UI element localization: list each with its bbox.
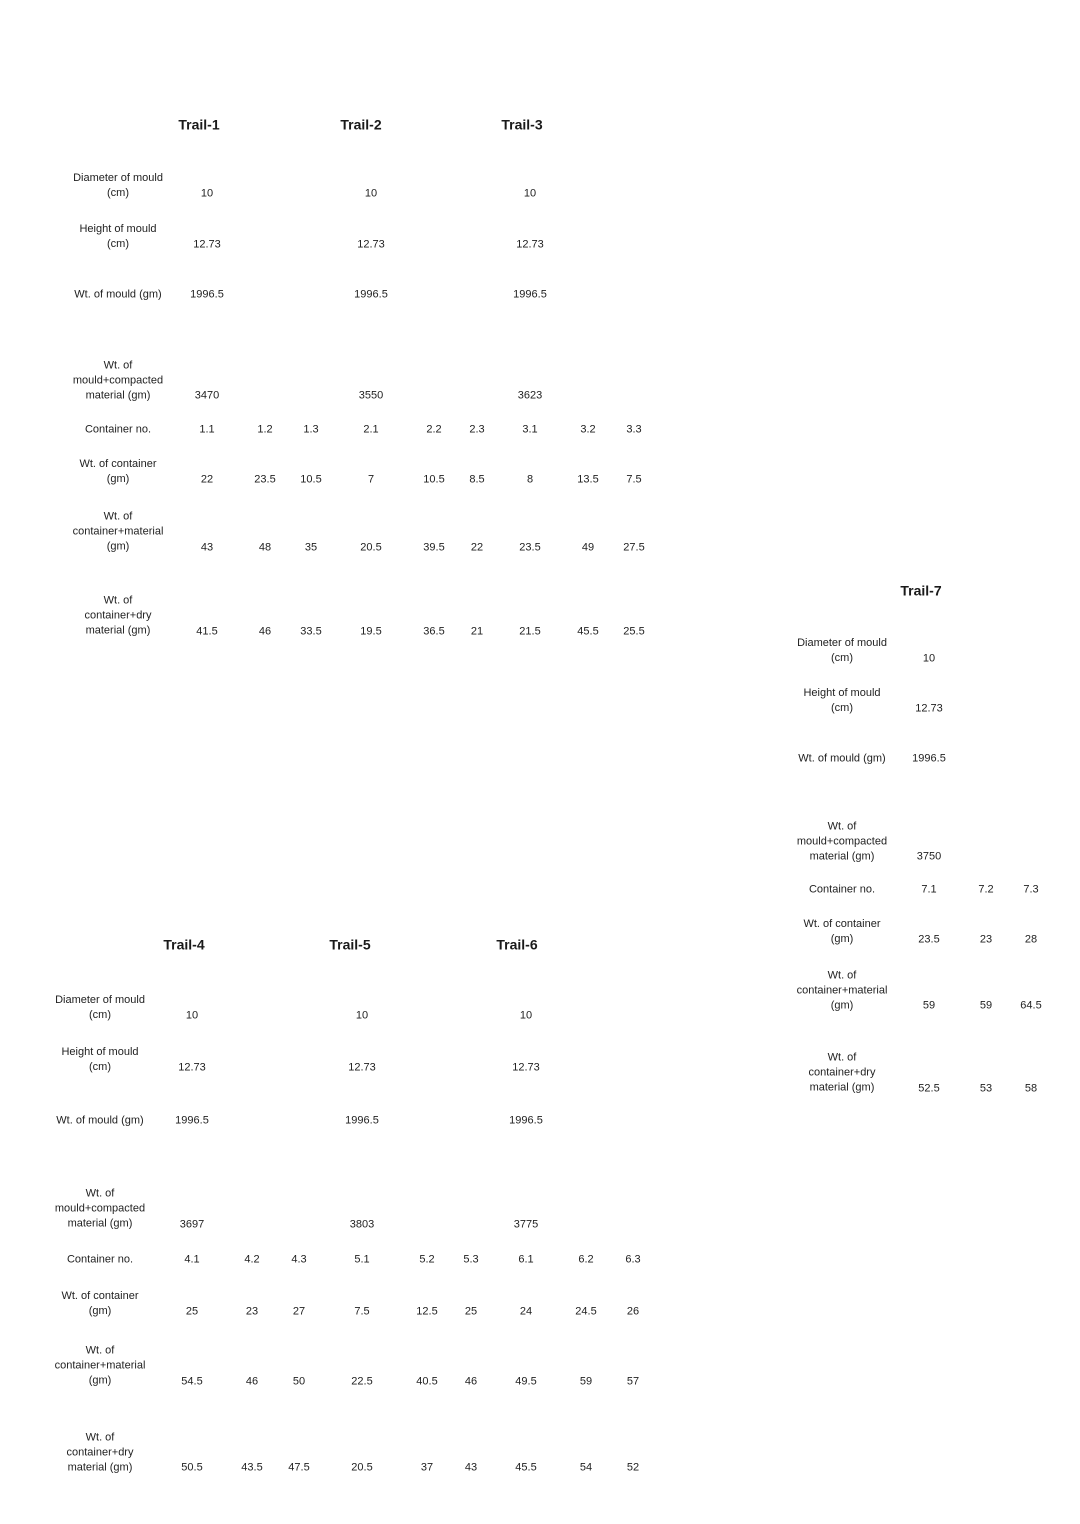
cell-value: 57: [626, 1375, 640, 1388]
cell-value: 3697: [179, 1218, 205, 1231]
cell-value: 4.3: [291, 1253, 307, 1266]
cell-value: 7.2: [978, 883, 994, 896]
cell-value: 6.3: [625, 1253, 641, 1266]
cell-value: 59: [579, 1375, 593, 1388]
cell-value: 3.3: [626, 423, 642, 436]
cell-value: 12.73: [915, 702, 943, 715]
cell-value: 49: [581, 541, 595, 554]
cell-value: 43: [200, 541, 214, 554]
row-label: Wt. of mould+compacted material (gm): [72, 359, 164, 402]
cell-value: 2.3: [469, 423, 485, 436]
cell-value: 22: [200, 473, 214, 486]
cell-value: 5.1: [354, 1253, 370, 1266]
cell-value: 7.5: [354, 1305, 370, 1318]
cell-value: 10: [364, 187, 378, 200]
row-label: Diameter of mould (cm): [797, 637, 887, 664]
row-label: Wt. of container+dry material (gm): [808, 1051, 876, 1094]
trial-header: Trail-7: [900, 582, 942, 599]
cell-value: 59: [922, 999, 936, 1012]
row-label: Wt. of container (gm): [803, 918, 881, 945]
cell-value: 7.1: [921, 883, 937, 896]
cell-value: 3470: [194, 389, 220, 402]
cell-value: 58: [1024, 1082, 1038, 1095]
row-label: Wt. of container+material (gm): [72, 510, 164, 553]
cell-value: 43: [464, 1461, 478, 1474]
cell-value: 24: [519, 1305, 533, 1318]
cell-value: 4.2: [244, 1253, 260, 1266]
cell-value: 4.1: [184, 1253, 200, 1266]
cell-value: 1.1: [199, 423, 215, 436]
cell-value: 13.5: [577, 473, 599, 486]
cell-value: 8.5: [469, 473, 485, 486]
cell-value: 45.5: [515, 1461, 537, 1474]
cell-value: 64.5: [1020, 999, 1042, 1012]
row-label: Wt. of mould (gm): [56, 1114, 144, 1127]
cell-value: 52: [626, 1461, 640, 1474]
cell-value: 1.2: [257, 423, 273, 436]
cell-value: 20.5: [351, 1461, 373, 1474]
cell-value: 19.5: [360, 625, 382, 638]
cell-value: 12.73: [512, 1061, 540, 1074]
cell-value: 3775: [513, 1218, 539, 1231]
row-label: Wt. of container+dry material (gm): [66, 1431, 134, 1474]
cell-value: 1996.5: [513, 288, 547, 301]
cell-value: 25: [464, 1305, 478, 1318]
cell-value: 1996.5: [509, 1114, 543, 1127]
row-label: Wt. of mould (gm): [798, 752, 886, 765]
cell-value: 50: [292, 1375, 306, 1388]
cell-value: 7: [367, 473, 375, 486]
cell-value: 52.5: [918, 1082, 940, 1095]
cell-value: 21: [470, 625, 484, 638]
cell-value: 6.2: [578, 1253, 594, 1266]
cell-value: 20.5: [360, 541, 382, 554]
row-label: Wt. of container+material (gm): [54, 1344, 146, 1387]
cell-value: 12.73: [193, 238, 221, 251]
row-label: Height of mould (cm): [803, 687, 881, 714]
cell-value: 12.73: [357, 238, 385, 251]
cell-value: 35: [304, 541, 318, 554]
cell-value: 25: [185, 1305, 199, 1318]
cell-value: 23.5: [918, 933, 940, 946]
cell-value: 27: [292, 1305, 306, 1318]
cell-value: 7.5: [626, 473, 642, 486]
cell-value: 33.5: [300, 625, 322, 638]
row-label: Container no.: [66, 1253, 134, 1266]
cell-value: 10: [922, 652, 936, 665]
row-label: Wt. of mould (gm): [74, 288, 162, 301]
cell-value: 21.5: [519, 625, 541, 638]
cell-value: 22.5: [351, 1375, 373, 1388]
cell-value: 53: [979, 1082, 993, 1095]
cell-value: 12.73: [348, 1061, 376, 1074]
cell-value: 2.2: [426, 423, 442, 436]
cell-value: 45.5: [577, 625, 599, 638]
trial-header: Trail-1: [178, 116, 220, 133]
cell-value: 3.2: [580, 423, 596, 436]
cell-value: 3.1: [522, 423, 538, 436]
cell-value: 10.5: [423, 473, 445, 486]
cell-value: 1996.5: [912, 752, 946, 765]
cell-value: 7.3: [1023, 883, 1039, 896]
row-label: Wt. of container (gm): [79, 458, 157, 485]
cell-value: 46: [245, 1375, 259, 1388]
cell-value: 28: [1024, 933, 1038, 946]
cell-value: 8: [526, 473, 534, 486]
cell-value: 1996.5: [354, 288, 388, 301]
cell-value: 48: [258, 541, 272, 554]
cell-value: 3750: [916, 850, 942, 863]
cell-value: 36.5: [423, 625, 445, 638]
row-label: Container no.: [808, 883, 876, 896]
cell-value: 10.5: [300, 473, 322, 486]
cell-value: 23.5: [254, 473, 276, 486]
cell-value: 43.5: [241, 1461, 263, 1474]
row-label: Wt. of mould+compacted material (gm): [796, 820, 888, 863]
cell-value: 5.2: [419, 1253, 435, 1266]
row-label: Container no.: [84, 423, 152, 436]
cell-value: 3550: [358, 389, 384, 402]
cell-value: 10: [185, 1009, 199, 1022]
cell-value: 37: [420, 1461, 434, 1474]
cell-value: 46: [464, 1375, 478, 1388]
row-label: Diameter of mould (cm): [55, 994, 145, 1021]
cell-value: 6.1: [518, 1253, 534, 1266]
row-label: Height of mould (cm): [79, 223, 157, 250]
cell-value: 40.5: [416, 1375, 438, 1388]
cell-value: 12.73: [516, 238, 544, 251]
cell-value: 26: [626, 1305, 640, 1318]
cell-value: 23: [979, 933, 993, 946]
cell-value: 1996.5: [345, 1114, 379, 1127]
trial-header: Trail-6: [496, 936, 538, 953]
cell-value: 41.5: [196, 625, 218, 638]
cell-value: 24.5: [575, 1305, 597, 1318]
trial-header: Trail-2: [340, 116, 382, 133]
cell-value: 46: [258, 625, 272, 638]
row-label: Wt. of container (gm): [61, 1290, 139, 1317]
cell-value: 1996.5: [175, 1114, 209, 1127]
cell-value: 1996.5: [190, 288, 224, 301]
row-label: Wt. of mould+compacted material (gm): [54, 1187, 146, 1230]
row-label: Diameter of mould (cm): [73, 172, 163, 199]
trial-header: Trail-5: [329, 936, 371, 953]
cell-value: 5.3: [463, 1253, 479, 1266]
cell-value: 59: [979, 999, 993, 1012]
cell-value: 47.5: [288, 1461, 310, 1474]
cell-value: 22: [470, 541, 484, 554]
cell-value: 10: [519, 1009, 533, 1022]
cell-value: 10: [523, 187, 537, 200]
cell-value: 10: [200, 187, 214, 200]
row-label: Height of mould (cm): [61, 1046, 139, 1073]
cell-value: 49.5: [515, 1375, 537, 1388]
cell-value: 12.5: [416, 1305, 438, 1318]
cell-value: 1.3: [303, 423, 319, 436]
cell-value: 50.5: [181, 1461, 203, 1474]
cell-value: 10: [355, 1009, 369, 1022]
cell-value: 3623: [517, 389, 543, 402]
cell-value: 3803: [349, 1218, 375, 1231]
cell-value: 12.73: [178, 1061, 206, 1074]
trial-header: Trail-4: [163, 936, 205, 953]
cell-value: 27.5: [623, 541, 645, 554]
row-label: Wt. of container+dry material (gm): [84, 594, 152, 637]
row-label: Wt. of container+material (gm): [796, 969, 888, 1012]
cell-value: 23.5: [519, 541, 541, 554]
cell-value: 54.5: [181, 1375, 203, 1388]
cell-value: 2.1: [363, 423, 379, 436]
cell-value: 54: [579, 1461, 593, 1474]
cell-value: 39.5: [423, 541, 445, 554]
cell-value: 25.5: [623, 625, 645, 638]
cell-value: 23: [245, 1305, 259, 1318]
trial-header: Trail-3: [501, 116, 543, 133]
